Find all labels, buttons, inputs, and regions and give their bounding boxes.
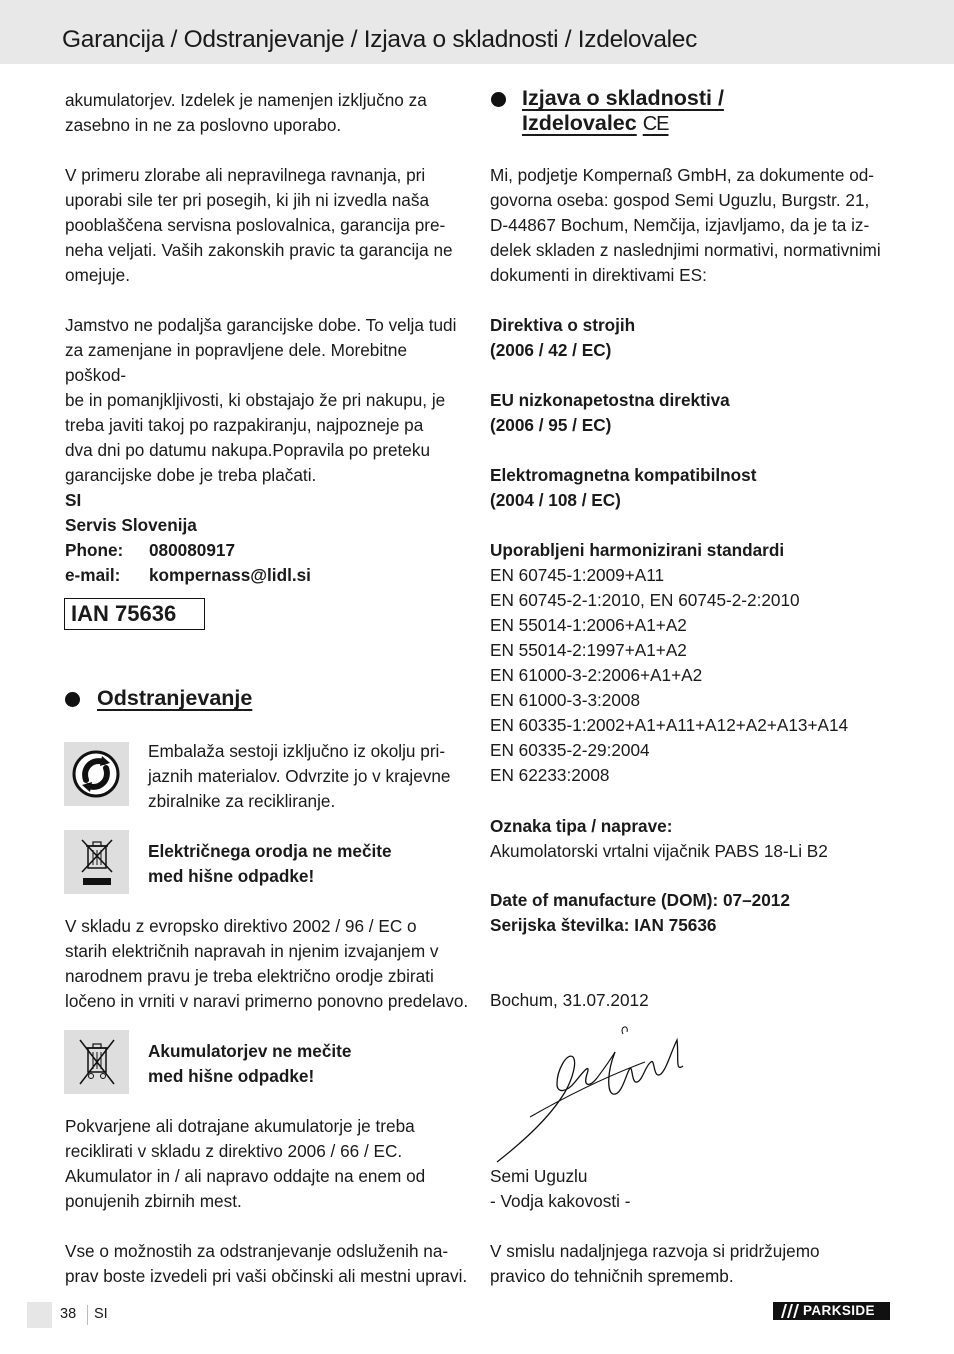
standard-item: EN 55014-2:1997+A1+A2 (490, 640, 687, 660)
service-contact (65, 488, 465, 588)
signature-image (495, 1022, 695, 1167)
closing-note (490, 1239, 900, 1289)
serial-line: Serijska številka: IAN 75636 (490, 915, 717, 935)
text-line: govorna oseba: gospod Semi Uguzlu, Burgstr. 21, (490, 190, 870, 210)
text-line: Mi, podjetje Kompernaß GmbH, za dokumente od- (490, 165, 875, 185)
dom-line: Date of manufacture (DOM): 07–2012 (490, 890, 790, 910)
standard-item: EN 60745-1:2009+A11 (490, 565, 665, 585)
conformity-heading: Izjava o skladnosti / Izdelovalec CE (522, 86, 724, 135)
text-line: akumulatorjev. Izdelek je namenjen izključno za (65, 90, 427, 110)
footer-divider (87, 1305, 88, 1325)
contact-email-row (65, 563, 465, 588)
text-line: za zamenjane in popravljene dele. Morebitne poškod- (65, 340, 408, 385)
text-line: (2006 / 95 / EC) (490, 415, 612, 435)
language-code: SI (94, 1306, 108, 1322)
warranty-misuse-paragraph (65, 163, 465, 288)
text-line: uporabi sile ter pri posegih, ki jih ni izvedla naša (65, 190, 430, 210)
page-number: 38 (60, 1306, 77, 1322)
text-line: Elektromagnetna kompatibilnost (490, 465, 757, 485)
phone-value: 080080917 (149, 540, 236, 560)
text-line: jaznih materialov. Odvrzite jo v krajevne (148, 766, 451, 786)
text-line: Pokvarjene ali dotrajane akumulatorje je treba (65, 1116, 415, 1136)
recycling-icon (64, 742, 129, 806)
standards-list (490, 538, 900, 788)
brand-logo (773, 1302, 890, 1320)
text-line: garancijske dobe je treba plačati. (65, 465, 317, 485)
standard-item: EN 55014-1:2006+A1+A2 (490, 615, 687, 635)
contact-country: SI (65, 490, 82, 510)
text-line: starih električnih napravah in njenim izvajanjem v (65, 941, 439, 961)
text-line: Akumulatorjev ne mečite (148, 1041, 352, 1061)
crossed-bin-icon (64, 830, 129, 894)
conformity-intro (490, 163, 900, 288)
warranty-continuation (65, 88, 465, 138)
text-line: (2006 / 42 / EC) (490, 340, 612, 360)
text-line: omejuje. (65, 265, 130, 285)
text-line: Jamstvo ne podaljša garancijske dobe. To velja tudi (65, 315, 457, 335)
bullet-icon (65, 692, 80, 707)
text-line: ponujenih zbirnih mest. (65, 1191, 242, 1211)
bullet-icon (491, 92, 506, 107)
standard-item: EN 62233:2008 (490, 765, 610, 785)
signer-name: Semi Uguzlu (490, 1166, 588, 1186)
email-value: kompernass@lidl.si (149, 565, 311, 585)
battery-recycling-paragraph (65, 1114, 465, 1214)
ian-box: IAN 75636 (64, 598, 205, 630)
contact-phone-row (65, 538, 465, 563)
text-line: Embalaža sestoji izključno iz okolju pri- (148, 741, 446, 761)
text-line: delek skladen z naslednjimi normativi, normativnimi (490, 240, 881, 260)
text-line: V skladu z evropsko direktivo 2002 / 96 / EC o (65, 916, 417, 936)
text-line: zasebno in ne za poslovno uporabo. (65, 115, 342, 135)
text-line: ločeno in vrniti v naravi primerno ponovno predelavo. (65, 991, 469, 1011)
disposal-heading: Odstranjevanje (97, 686, 253, 710)
text-line: pooblaščena servisna poslovalnica, garancija pre- (65, 215, 446, 235)
directive-machinery (490, 313, 900, 363)
text-line: neha veljati. Vaših zakonskih pravic ta garancija ne (65, 240, 453, 260)
weee-paragraph (65, 914, 469, 1014)
text-line: dokumenti in direktivami ES: (490, 265, 707, 285)
text-line: Električnega orodja ne mečite (148, 841, 392, 861)
text-line: narodnem pravu je treba električno orodje zbirati (65, 966, 434, 986)
directive-emc (490, 463, 900, 513)
standard-item: EN 61000-3-2:2006+A1+A2 (490, 665, 703, 685)
text-line: zbiralnike za recikliranje. (148, 791, 336, 811)
phone-label: Phone: (65, 540, 124, 560)
tool-warning (148, 839, 468, 889)
standard-item: EN 61000-3-3:2008 (490, 690, 641, 710)
place-date: Bochum, 31.07.2012 (490, 990, 649, 1010)
signer-block (490, 1164, 900, 1214)
type-designation (490, 814, 900, 864)
text-line: prav boste izvedeli pri vaši občinski ali mestni upravi. (65, 1266, 468, 1286)
warranty-period-paragraph (65, 313, 465, 488)
manufacture-info (490, 888, 900, 938)
text-line: be in pomanjkljivosti, ki obstajajo že pri nakupu, je (65, 390, 446, 410)
directive-low-voltage (490, 388, 900, 438)
standard-item: EN 60335-1:2002+A1+A11+A12+A2+A13+A14 (490, 715, 849, 735)
email-label: e-mail: (65, 565, 121, 585)
text-line: V smislu nadaljnjega razvoja si pridržujemo (490, 1241, 820, 1261)
type-value: Akumolatorski vrtalni vijačnik PABS 18-Li B2 (490, 841, 828, 861)
crossed-bin-battery-icon (64, 1030, 129, 1094)
text-line: Vse o možnostih za odstranjevanje odsluženih na- (65, 1241, 449, 1261)
standard-item: EN 60745-2-1:2010, EN 60745-2-2:2010 (490, 590, 800, 610)
type-heading: Oznaka tipa / naprave: (490, 816, 673, 836)
text-line: dva dni po datumu nakupa.Popravila po preteku (65, 440, 431, 460)
text-line: med hišne odpadke! (148, 1066, 315, 1086)
ce-mark-icon: CE (642, 113, 669, 135)
battery-warning (148, 1039, 468, 1089)
final-disposal-paragraph (65, 1239, 468, 1289)
footer-marker (27, 1302, 52, 1328)
text-line: pravico do tehničnih sprememb. (490, 1266, 734, 1286)
text-line: V primeru zlorabe ali nepravilnega ravnanja, pri (65, 165, 426, 185)
text-line: reciklirati v skladu z direktivo 2006 / 66 / EC. (65, 1141, 403, 1161)
standard-item: EN 60335-2-29:2004 (490, 740, 650, 760)
signer-role: - Vodja kakovosti - (490, 1191, 631, 1211)
text-line: EU nizkonapetostna direktiva (490, 390, 730, 410)
brand-name: PARKSIDE (803, 1303, 875, 1318)
text-line: Direktiva o strojih (490, 315, 636, 335)
text-line: Akumulator in / ali napravo oddajte na enem od (65, 1166, 426, 1186)
text-line: (2004 / 108 / EC) (490, 490, 621, 510)
text-line: D-44867 Bochum, Nemčija, izjavljamo, da je ta iz- (490, 215, 870, 235)
standards-heading: Uporabljeni harmonizirani standardi (490, 540, 785, 560)
text-line: treba javiti takoj po razpakiranju, najpozneje pa (65, 415, 424, 435)
text-line: med hišne odpadke! (148, 866, 315, 886)
brand-stripes-icon (779, 1302, 801, 1320)
contact-service: Servis Slovenija (65, 515, 197, 535)
packaging-text (148, 739, 468, 814)
page-title: Garancija / Odstranjevanje / Izjava o skladnosti / Izdelovalec (62, 26, 698, 53)
